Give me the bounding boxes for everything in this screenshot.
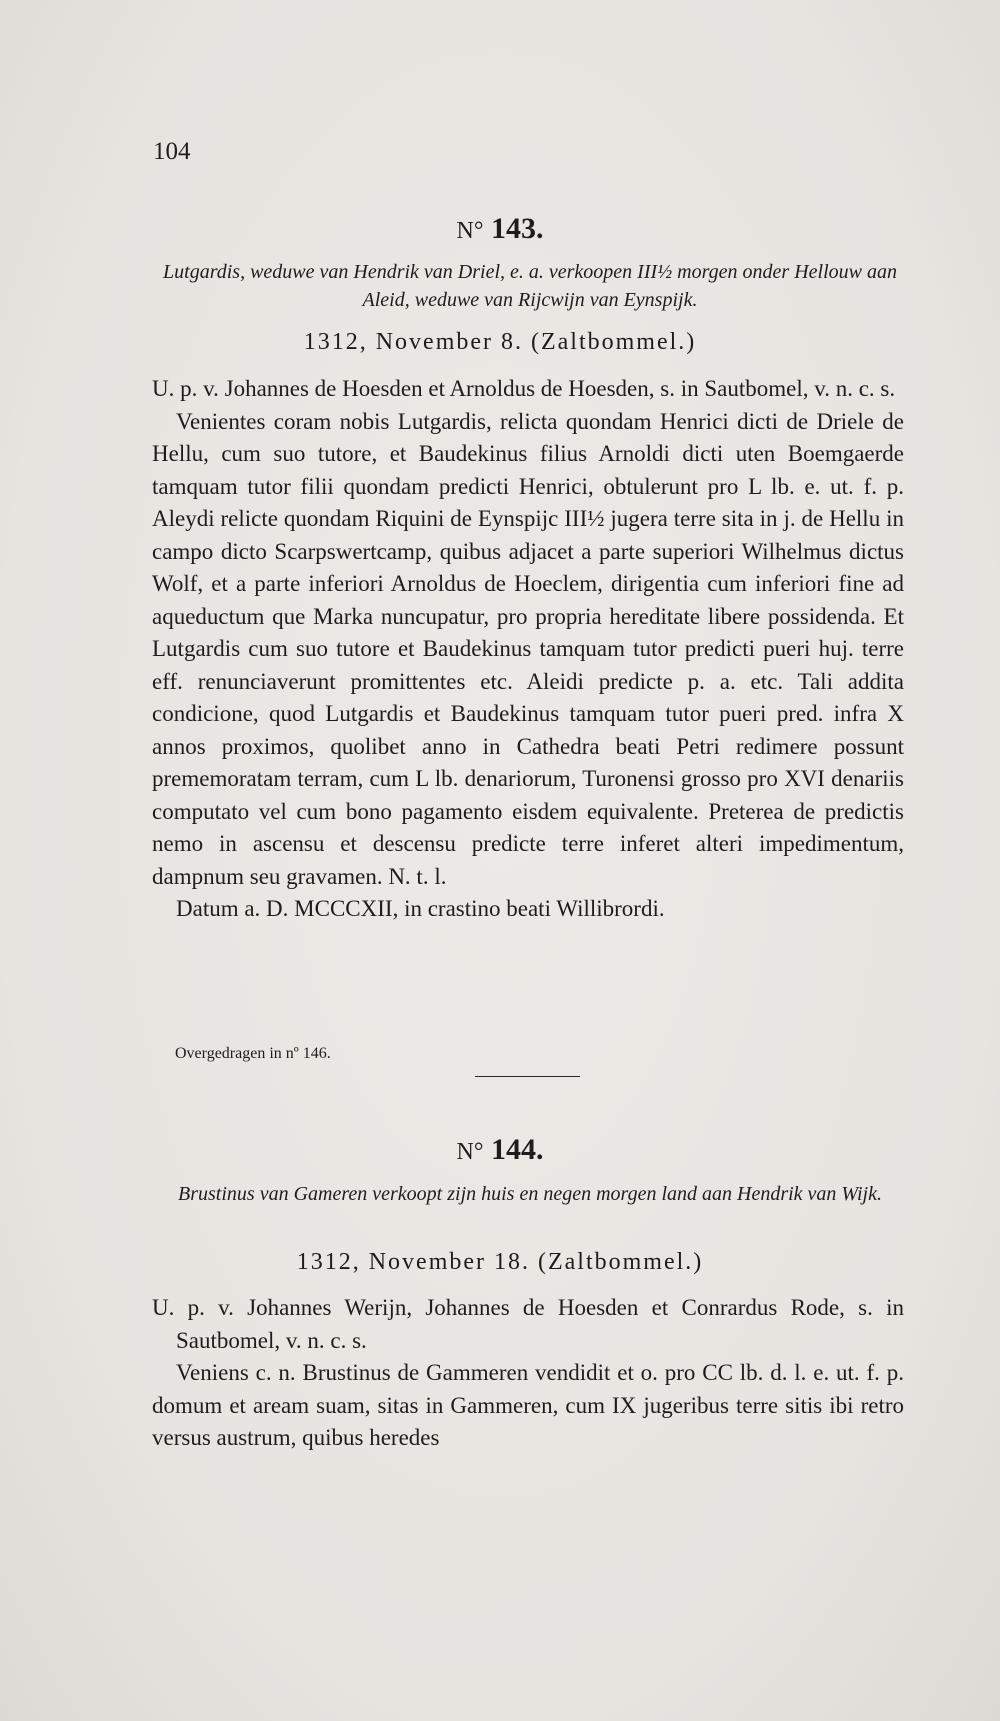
entry-date: 1312, November 8. (Zaltbommel.) [303,329,697,355]
entry-main-paragraph: Venientes coram nobis Lutgardis, relicta quondam Henrici dicti de Driele de Hellu, cum suo tutore, et Baudekinus filius Arnoldi dicti uten Boemgaerde tamquam tutor filii quondam predicti Henrici, obtulerunt pro L lb. e. ut. f. p. Aleydi relicte quondam Riquini de Eynspijc III½ jugera terre sita in j. de Hellu in campo dicto Scarpswertcamp, quibus adjacet a parte superiori Wilhelmus dictus Wolf, et a parte inferiori Arnoldus de Hoeclem, dirigentia cum inferiori fine ad aqueductum que Marka nuncupatur, pro propria hereditate libere possidenda. Et Lutgardis cum suo tutore et Baudekinus tamquam tutor predicti pueri huj. terre eff. renunciaverunt promittentes etc. Aleidi predicte p. a. etc. Tali addita condicione, quod Lutgardis et Baudekinus tamquam tutor pueri pred. infra X annos proximos, quolibet anno in Cathedra beati Petri redimere possunt prememoratam terram, cum L lb. denariorum, Turonensi grosso pro XVI denariis computato vel cum bono pagamento eisdem equivalente. Preterea de predictis nemo in ascensu et descensu predicte terre inferet alteri impedimentum, dampnum seu gravamen. N. t. l. [152,408,904,889]
entry-number [0,212,1000,246]
entry-number-prefix: N° [456,218,484,244]
section-divider [475,1076,580,1077]
entry-main-paragraph: Veniens c. n. Brustinus de Gammeren vendidit et o. pro CC lb. d. l. e. ut. f. p. domum et aream suam, sitas in Gammeren, cum IX jugeribus terre sitis ibi retro versus austrum, quibus heredes [152,1360,904,1450]
entry-number-prefix: N° [456,1139,484,1165]
entry-intro-paragraph: U. p. v. Johannes de Hoesden et Arnoldus de Hoesden, s. in Sautbomel, v. n. c. s. [152,376,896,401]
entry-body [152,1292,904,1455]
transfer-note: Overgedragen in nº 146. [175,1045,331,1062]
entry-summary: Brustinus van Gameren verkoopt zijn huis en negen morgen land aan Hendrik van Wijk. [178,1183,882,1205]
entry-summary: Lutgardis, weduwe van Hendrik van Driel, e. a. verkoopen III½ morgen onder Hellouw aan Aleid, weduwe van Rijcwijn van Eynspijk. [163,261,897,311]
entry-dating-paragraph: Datum a. D. MCCCXII, in crastino beati Willibrordi. [176,896,665,921]
entry-number-value: 144. [490,1133,544,1166]
entry-body [152,373,904,926]
page-number: 104 [153,138,191,165]
entry-number [0,1133,1000,1167]
entry-date: 1312, November 18. (Zaltbommel.) [296,1249,704,1275]
entry-intro-paragraph: U. p. v. Johannes Werijn, Johannes de Hoesden et Conrardus Rode, s. in Sautbomel, v. n. c. s. [152,1295,904,1353]
entry-number-value: 143. [490,212,544,245]
